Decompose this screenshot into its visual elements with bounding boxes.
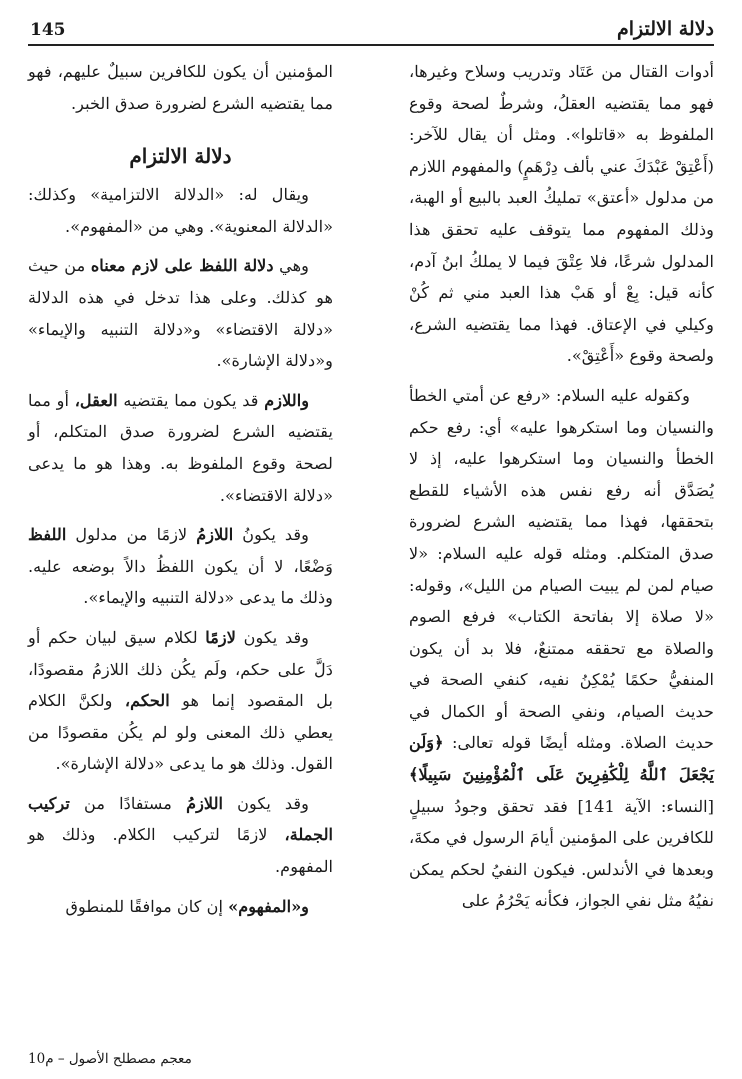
paragraph: [28, 250, 333, 376]
bold-term: لازمًا: [205, 627, 236, 647]
bold-term: و«المفهوم»: [228, 896, 309, 916]
paragraph: المؤمنين أن يكون للكافرين سبيلٌ عليهم، فهو مما يقتضيه الشرع لضرورة صدق الخبر.: [28, 62, 333, 113]
left-column: [28, 56, 333, 922]
paragraph: [28, 385, 333, 511]
text: لازمًا لتركيب الكلام. وذلك هو المفهوم.: [28, 825, 333, 877]
paragraph: [28, 788, 333, 883]
page-footer: معجم مصطلح الأصول – م10: [28, 1051, 192, 1067]
text: لازمًا من مدلول: [75, 525, 188, 545]
bold-term: اللفظ: [28, 525, 67, 545]
text: وَضْعًا، لا أن يكون اللفظُ دالاً بوضعه عليه. وذلك ما يدعى «دلالة التنبيه والإيماء».: [28, 556, 333, 608]
bold-term: العقل،: [74, 390, 118, 410]
text: ولكنَّ الكلام يعطي ذلك المعنى ولو لم يكُن مقصودًا من القول. وذلك هو ما يدعى «دلالة الإشارة».: [28, 691, 333, 774]
quran-verse: ﴿وَلَن يَجْعَلَ ٱللَّهُ لِلْكَٰفِرِينَ عَلَى ٱلْمُؤْمِنِينَ سَبِيلًا﴾: [409, 733, 714, 785]
text: إن كان موافقًا للمنطوق: [65, 896, 223, 916]
page-header: [28, 16, 714, 46]
text: وقد يكونُ: [242, 525, 309, 545]
section-heading: دلالة الالتزام: [129, 144, 232, 169]
text: وقد يكون: [237, 793, 309, 813]
paragraph: [409, 380, 714, 917]
bold-term: الحكم،: [124, 691, 170, 711]
text: من حيث هو كذلك. وعلى هذا تدخل في هذه الدلالة «دلالة الاقتضاء» و«دلالة التنبيه والإيماء» و«دلالة الإشارة».: [28, 256, 333, 371]
bold-term: تركيب الجملة،: [28, 793, 333, 845]
paragraph: [28, 622, 333, 780]
text: وقد يكون: [243, 627, 309, 647]
bold-term: اللازمُ: [196, 525, 234, 545]
page-number: 145: [30, 20, 66, 40]
paragraph: [28, 519, 333, 614]
bold-term: اللازمُ: [186, 793, 224, 813]
paragraph: أدوات القتال من عَتَاد وتدريب وسلاح وغيرها، فهو مما يقتضيه العقلُ، وشرطٌ لصحة وقوع الملفوظ به «قاتلوا». ومثل أن يقال للآخر: (أَعْتِقْ عَبْدَكَ عني بألف دِرْهَمٍ) والمفهوم اللازم من مدلول «أعتق» تمليكُ العبد بالبيع أو الهبة، وذلك المفهوم مما يتوقف عليه تحقق هذا المدلول شرعًا، فلا عِتْقَ فيما لا يملكُ ابنُ آدم، كأنه قيل: بِعْ أو هَبْ هذا العبد مني ثم كُنْ وكيلي في الإعتاق. فهذا مما يقتضيه الشرع، ولصحة وقوع «أَعْتِقْ».: [409, 62, 714, 366]
text: قد يكون مما يقتضيه: [123, 390, 259, 410]
paragraph: [28, 891, 333, 923]
paragraph: ويقال له: «الدلالة الالتزامية» وكذلك: «الدلالة المعنوية». وهي من «المفهوم».: [28, 185, 333, 236]
right-column: [409, 56, 714, 917]
text: وهي: [279, 256, 309, 276]
bold-term: واللازم: [264, 390, 310, 410]
paragraph-text: فقد تحقق وجودُ سبيلٍ للكافرين على المؤمنين أيامَ الرسول في مكةَ، وبعدها في الأندلس. فيكون النفيُ لحكم يمكن نفيُهُ مثل نفي الجواز، فكأنه يَحْرُمُ على: [409, 796, 714, 911]
text: مستفادًا من: [84, 793, 172, 813]
verse-reference: [النساء: الآية 141]: [577, 796, 714, 816]
text: لكلام سيق لبيان حكم أو دَلَّ على حكم، ولَم يكُن ذلك اللازمُ مقصودًا، بل المقصود إنما هو: [28, 627, 333, 711]
paragraph-text: وكقوله عليه السلام: «رفع عن أمتي الخطأ والنسيان وما استكرهوا عليه» أي: رفع حكم الخطأ والنسيان وما استكرهوا عليه، إذ لا يُصَدَّق أنه رفع نفس هذه الأشياء للقطع بتحققها، فهذا مما يقتضيه الشرع لضرورة صدق المتكلم. ومثله قوله عليه السلام: «لا صيام لمن لم يبيت الصيام من الليل»، وقوله: «لا صلاة إلا بفاتحة الكتاب» فرفع الصوم والصلاة مع تحققه ممتنعٌ، فلا بد أن يكون المنفيُّ حكمًا يُمْكِنُ نفيه، كنفي الصحة في حديث الصيام، ونفي الصحة أو الكمال في حديث الصلاة. ومثله أيضًا قوله تعالى:: [409, 385, 714, 753]
running-title: دلالة الالتزام: [616, 18, 714, 40]
header-rule: [28, 44, 714, 46]
bold-term: دلالة اللفظ على لازم معناه: [90, 256, 274, 276]
text: أو مما يقتضيه الشرع لضرورة صدق المتكلم، أو لصحة وقوع الملفوظ به. وهذا هو ما يدعى «دلالة الاقتضاء».: [28, 390, 333, 505]
